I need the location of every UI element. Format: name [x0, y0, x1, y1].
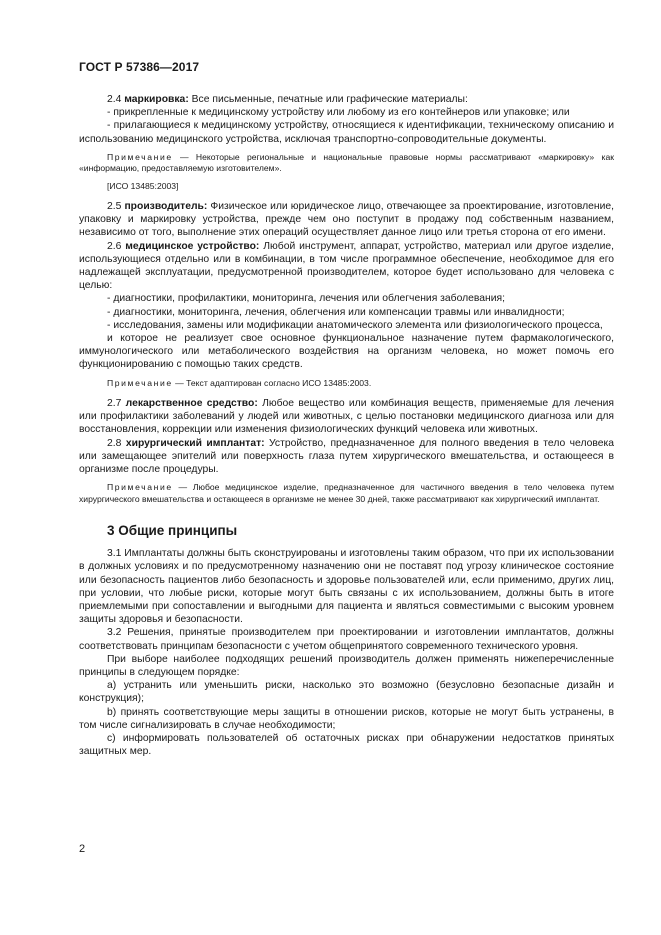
- list-item: b) принять соответствующие меры защиты в отношении рисков, которые не могут быть устранены, в том числе сигнализировать в случае необходимости;: [79, 706, 614, 731]
- note-label: Примечание: [107, 377, 173, 388]
- clause-number: 2.5: [107, 201, 122, 213]
- list-item: - исследования, замены или модификации анатомического элемента или физиологического процесса,: [107, 319, 603, 331]
- page-number: 2: [79, 843, 86, 855]
- clause-3-1: 3.1 Имплантаты должны быть сконструированы и изготовлены таким образом, что при их использовании в должных условиях и по предусмотренному назначению они не поставят под угрозу клиническое состояние или безопасность пациентов либо безопасность и здоровье пользователей или, если применимо, других лиц, при условии, что любые риски, которые могут быть связаны с их использованием, должны быть в итоге приемлемыми при сопоставлении и выгодными для пациента и являться совместимыми с высоким уровнем защиты здоровья и безопасности.: [79, 548, 614, 626]
- clause-number: 2.7: [107, 398, 122, 410]
- definition-2-4: [79, 93, 614, 106]
- page-body: [79, 93, 614, 758]
- clause-number: 2.8: [107, 437, 122, 449]
- term: хирургический имплантат:: [125, 437, 265, 449]
- note-label: Примечание: [107, 482, 173, 493]
- note-label: Примечание: [107, 151, 173, 162]
- definition-2-8: [79, 437, 614, 477]
- clause-number: 2.6: [107, 240, 122, 252]
- list-item: - диагностики, профилактики, мониторинга, лечения или облегчения заболевания;: [107, 293, 505, 305]
- definition-2-6: [79, 240, 614, 293]
- definition-text: Физическое или юридическое лицо, отвечающее за проектирование, изготовление, упаковку и маркировку устройства, прежде чем оно поступит в продажу под собственным названием, независимо от того, выполнение этих операций осуществляет данное лицо или третья сторона от его имени.: [79, 201, 614, 239]
- list-item: - диагностики, мониторинга, лечения, облегчения или компенсации травмы или инвалидности;: [107, 306, 565, 318]
- definition-text: Любое вещество или комбинация веществ, применяемые для лечения или профилактики заболеваний у людей или животных, с целью постановки медицинского диагноза или для восстановления, коррекции или изменения физиологических функций человека или животных.: [79, 398, 614, 436]
- list-item: - прикрепленные к медицинскому устройству или любому из его контейнеров или упаковке; или: [107, 107, 570, 119]
- section-title: 3 Общие принципы: [107, 523, 238, 539]
- list-item: - прилагающиеся к медицинскому устройству, относящиеся к идентификации, техническому описанию и использованию медицинского устройства, исключая транспортно-сопроводительные документы.: [79, 120, 614, 145]
- term: медицинское устройство:: [125, 240, 260, 252]
- term: производитель:: [124, 201, 208, 213]
- standard-code-header: ГОСТ Р 57386—2017: [79, 60, 200, 74]
- definition-text: Любой инструмент, аппарат, устройство, материал или другое изделие, использующиеся отдельно или в комбинации, в том числе программное обеспечение, необходимое для его надлежащей эксплуатации, предусмотренной производителем, которое будет использовано для человека с целью:: [79, 240, 614, 292]
- note: [79, 378, 614, 389]
- definition-text: Устройство, предназначенное для полного введения в тело человека или замещающее эпителий или поверхность глаза путем хирургического вмешательства, и остающееся в организме после процедуры.: [79, 437, 614, 476]
- term: лекарственное средство:: [125, 398, 258, 410]
- clause-number: 2.4: [107, 94, 122, 105]
- definition-2-7: [79, 397, 614, 437]
- note: [79, 482, 614, 505]
- definition-2-5: [79, 200, 614, 240]
- list-item: с) информировать пользователей об остаточных рисках при обнаружении недостатков принятых защитных мер.: [79, 732, 614, 758]
- term: маркировка:: [124, 94, 189, 105]
- note-text: — Любое медицинское изделие, предназначенное для частичного введения в тело человека путем хирургического вмешательства и остающееся в организме не менее 30 дней, также рассматривают как хирургический имплантат.: [79, 482, 614, 504]
- definition-text: Все письменные, печатные или графические материалы:: [188, 94, 468, 105]
- note: [79, 152, 614, 175]
- clause-3-2: 3.2 Решения, принятые производителем при проектировании и изготовлении имплантатов, должны соответствовать принципам безопасности с учетом общепринятого современного технического уровня.: [79, 627, 614, 652]
- paragraph: При выборе наиболее подходящих решений производитель должен применять нижеперечисленные принципы в следующем порядке:: [79, 653, 614, 678]
- note-text: — Текст адаптирован согласно ИСО 13485:2003.: [172, 377, 372, 388]
- definition-tail: и которое не реализует свое основное функциональное назначение путем фармакологического, иммунологического или метаболического воздействия на организм человека, но может помочь его функционированию с помощью таких средств.: [79, 333, 614, 371]
- reference: [ИСО 13485:2003]: [107, 180, 179, 191]
- list-item: а) устранить или уменьшить риски, насколько это возможно (безусловно безопасные дизайн и конструкция);: [79, 680, 614, 705]
- note-text: — Некоторые региональные и национальные правовые нормы рассматривают «маркировку» как «информацию, предоставляемую изготовителем».: [79, 151, 614, 174]
